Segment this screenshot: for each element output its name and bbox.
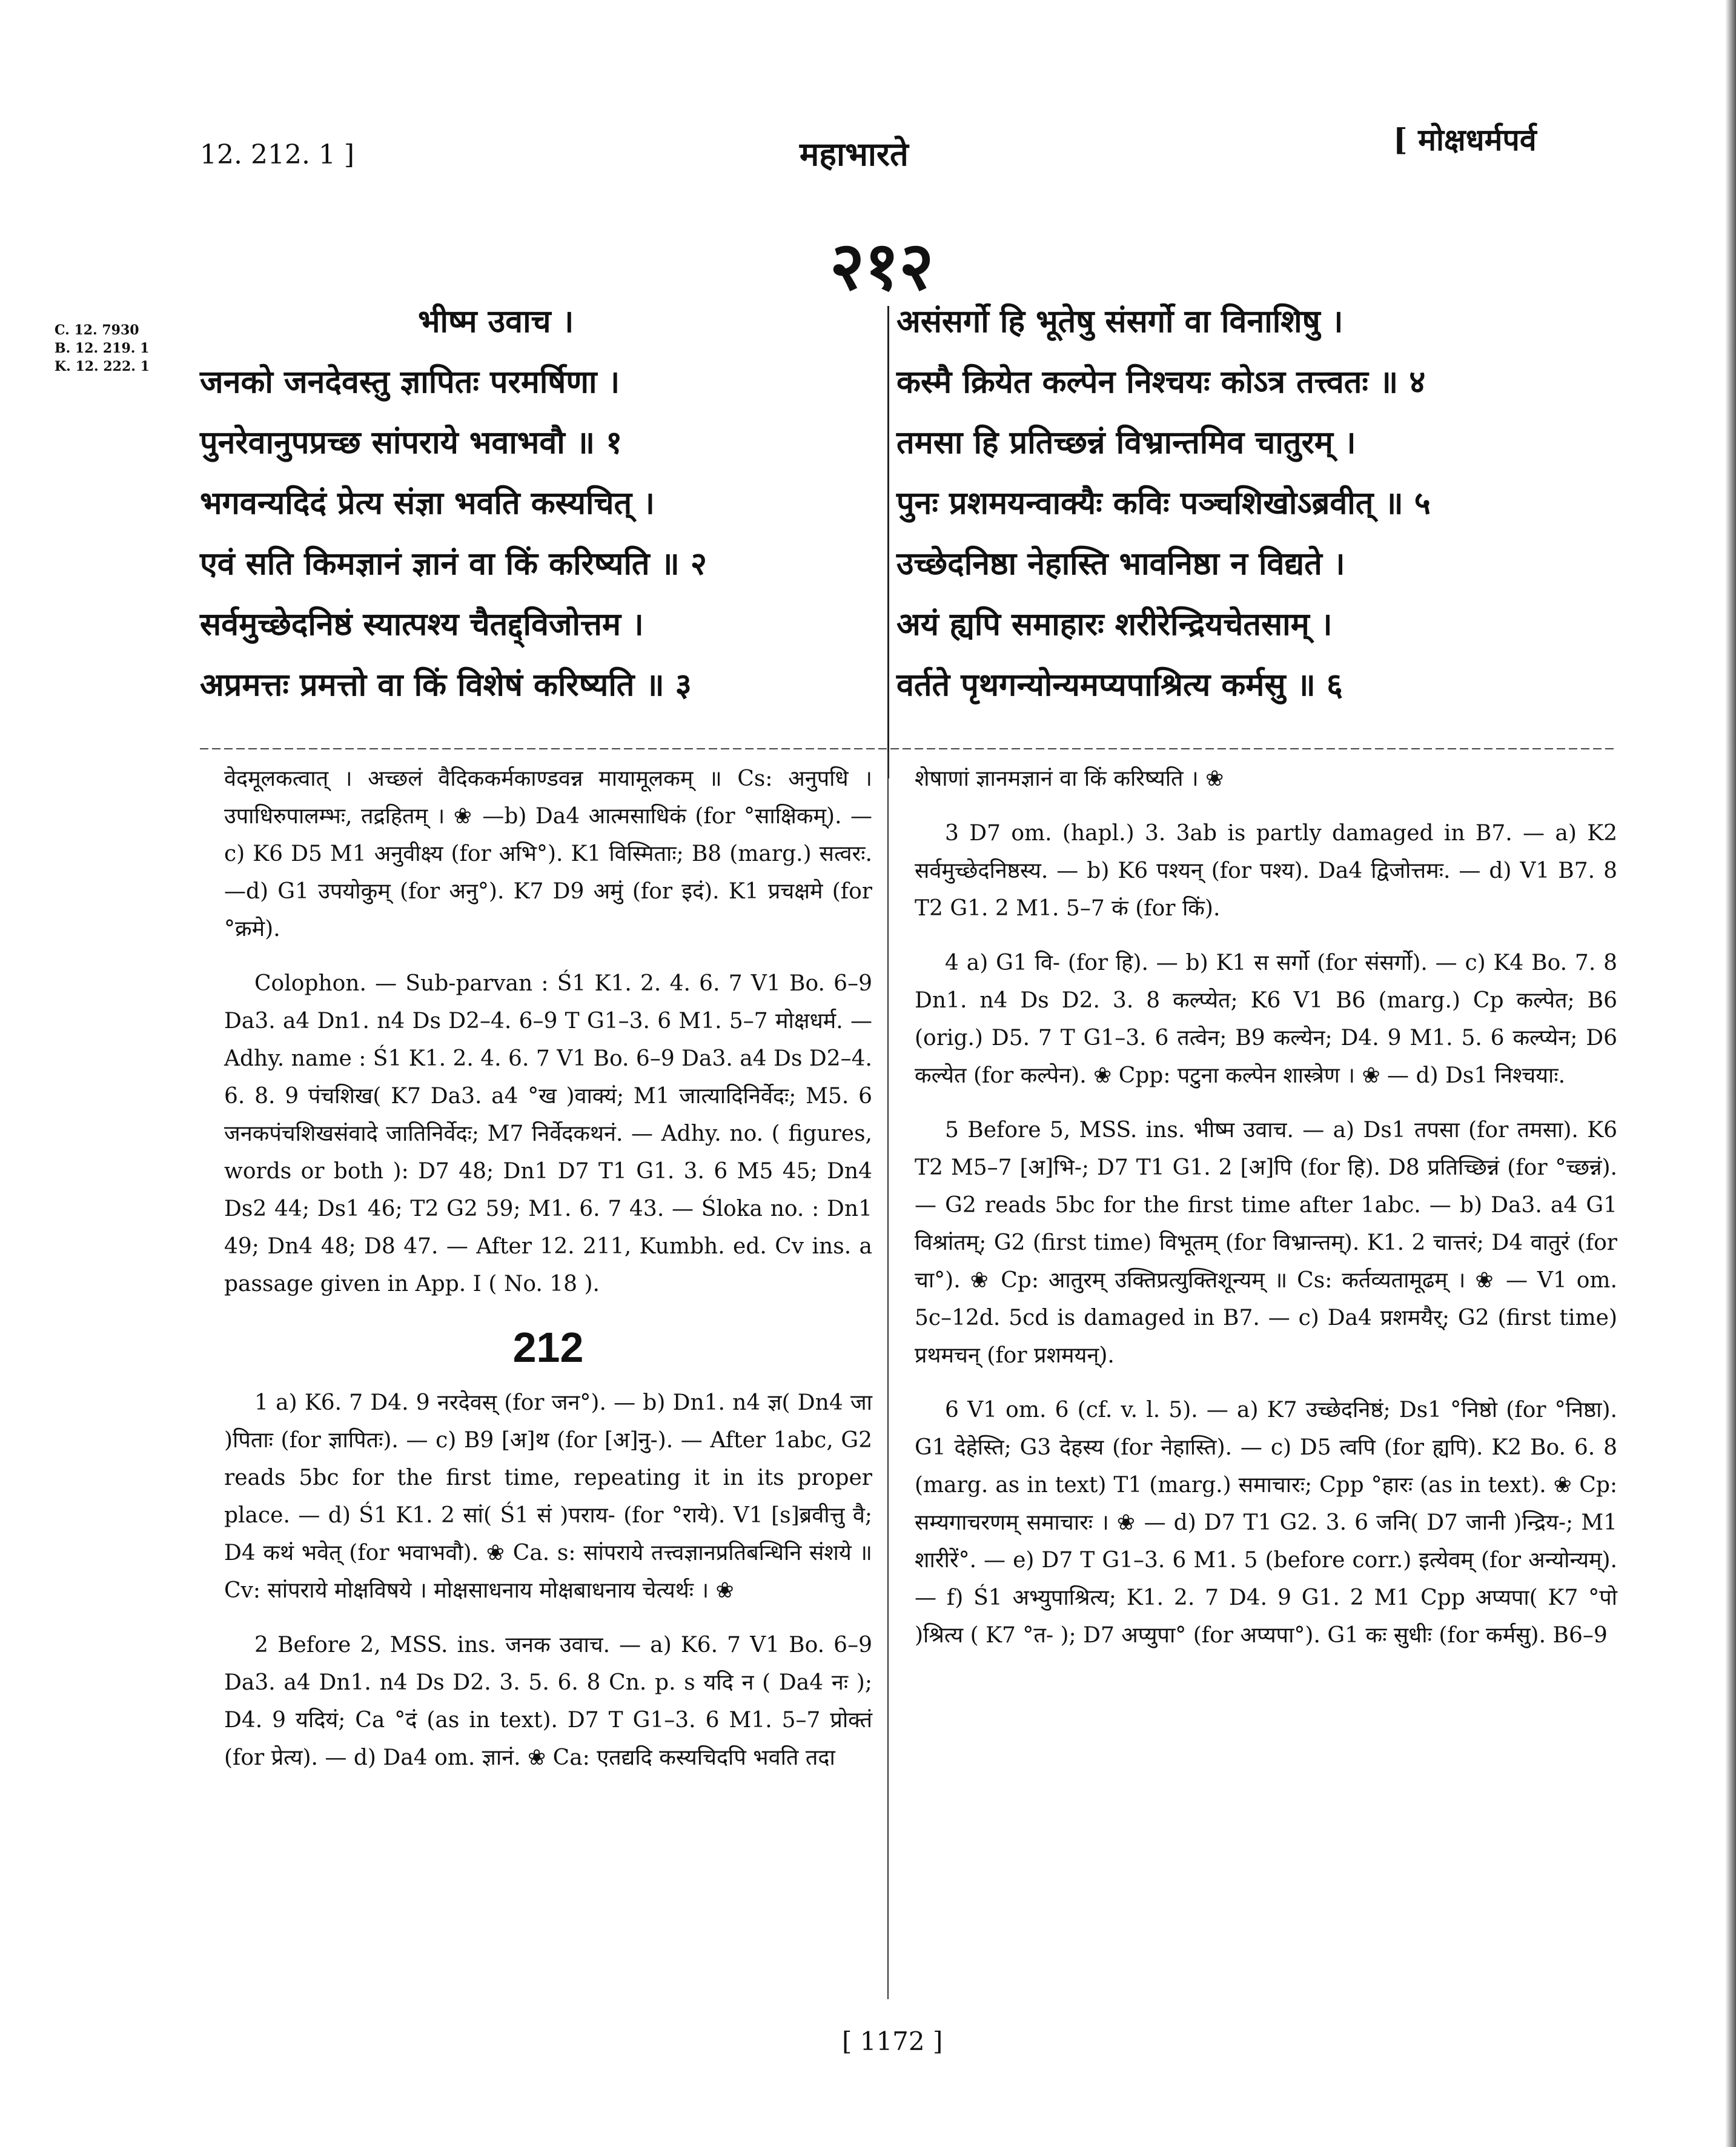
verse-line: पुनरेवानुपप्रच्छ सांपराये भवाभवौ ॥ १	[200, 425, 623, 461]
verse-line: कस्मै क्रियेत कल्पेन निश्चयः कोऽत्र तत्त्वतः ॥ ४	[896, 364, 1426, 400]
note-paragraph: शेषाणां ज्ञानमज्ञानं वा किं करिष्यति । ❀	[915, 766, 1224, 791]
note-paragraph: 6 V1 om. 6 (cf. v. l. 5). — a) K7 उच्छेदनिष्ठं; Ds1 °निष्ठो (for °निष्ठा). G1 देहेस्ति; G3 देहस्य (for नेहास्ति). — c) D5 त्वपि (for ह्यपि). K2 Bo. 6. 8 (marg. as in text) T1 (marg.) समाचारः; Cpp °हारः (as in text). ❀ Cp: सम्यगाचरणम् समाचारः । ❀ — d) D7 T1 G2. 3. 6 जनि( D7 जानी )न्द्रिय-; M1 शारीरें°. — e) D7 T G1–3. 6 M1. 5 (before corr.) इत्येवम् (for अन्योन्यम्). — f) Ś1 अभ्युपाश्रित्य; K1. 2. 7 D4. 9 G1. 2 M1 Cpp अप्यपा( K7 °पो )श्रित्य ( K7 °त- ); D7 अप्युपा° (for अप्यपा°). G1 कः सुधीः (for कर्मसु). B6–9	[915, 1398, 1617, 1648]
verse-line: सर्वमुच्छेदनिष्ठं स्यात्पश्य चैतद्द्विजोत्तम ।	[200, 606, 644, 643]
running-head-title: महाभारते	[800, 134, 909, 173]
verse-line: भगवन्यदिदं प्रेत्य संज्ञा भवति कस्यचित् ।	[200, 485, 655, 522]
verse-speaker: भीष्म उवाच ।	[418, 304, 574, 340]
note-paragraph: वेदमूलकत्वात् । अच्छलं वैदिककर्मकाण्डवन्न मायामूलकम् ॥ Cs: अनुपधि । उपाधिरुपालम्भः, तद्रहितम् । ❀ —b) Da4 आत्मसाधिकं (for °साक्षिकम्). —c) K6 D5 M1 अनुवीक्ष्य (for अभि°). K1 विस्मिताः; B8 (marg.) सत्वरः. —d) G1 उपयोकुम् (for अनु°). K7 D9 अमुं (for इदं). K1 प्रचक्षमे (for °क्रमे).	[224, 766, 872, 941]
note-paragraph: 3 D7 om. (hapl.) 3. 3ab is partly damaged in B7. — a) K2 सर्वमुच्छेदनिष्ठस्य. — b) K6 पश्यन् (for पश्य). Da4 द्विजोत्तमः. — d) V1 B7. 8 T2 G1. 2 M1. 5–7 कं (for किं).	[915, 821, 1617, 921]
concordance-k: K. 12. 222. 1	[55, 359, 150, 374]
concordance-c: C. 12. 7930	[55, 322, 139, 338]
concordance-b: B. 12. 219. 1	[55, 340, 150, 356]
verse-column-divider	[887, 306, 889, 778]
verse-line: अप्रमत्तः प्रमत्तो वा किं विशेषं करिष्यति ॥ ३	[200, 667, 692, 703]
note-paragraph: 5 Before 5, MSS. ins. भीष्म उवाच. — a) Ds1 तपसा (for तमसा). K6 T2 M5–7 [अ]भि-; D7 T1 G1. 2 [अ]पि (for हि). D8 प्रतिच्छिन्नं (for °च्छन्नं). — G2 reads 5bc for the first time after 1abc. — b) Da3. a4 G1 विश्रांतम्; G2 (first time) विभूतम् (for विभ्रान्तम्). K1. 2 चात्तरं; D4 वातुरं (for चा°). ❀ Cp: आतुरम् उक्तिप्रत्युक्तिशून्यम् ॥ Cs: कर्तव्यतामूढम् । ❀ — V1 om. 5c–12d. 5cd is damaged in B7. — c) Da4 प्रशमयैर्; G2 (first time) प्रथमचन् (for प्रशमयन्).	[915, 1118, 1617, 1368]
page-edge-shadow	[1725, 0, 1736, 2147]
apparatus-chapter-number: 212	[512, 1324, 584, 1371]
verse-line: पुनः प्रशमयन्वाक्यैः कविः पञ्चशिखोऽब्रवीत् ॥ ५	[896, 485, 1431, 522]
apparatus-left-column	[224, 760, 872, 1794]
note-paragraph: 1 a) K6. 7 D4. 9 नरदेवस् (for जन°). — b) Dn1. n4 ज्ञ( Dn4 जा )पिताः (for ज्ञापितः). — c) B9 [अ]थ (for [अ]नु-). — After 1abc, G2 reads 5bc for the first time, repeating it in its proper place. — d) Ś1 K1. 2 सां( Ś1 सं )पराय- (for °राये). V1 [s]ब्रवीत्तु वै; D4 कथं भवेत् (for भवाभवौ). ❀ Ca. s: सांपराये तत्त्वज्ञानप्रतिबन्धिनि संशये ॥ Cv: सांपराये मोक्षविषये । मोक्षसाधनाय मोक्षबाधनाय चेत्यर्थः । ❀	[224, 1390, 872, 1603]
verse-line: जनको जनदेवस्तु ज्ञापितः परमर्षिणा ।	[200, 364, 620, 400]
apparatus-separator-rule	[200, 748, 1617, 749]
running-head-parvan: [ मोक्षधर्मपर्व	[1393, 122, 1537, 158]
chapter-number: २१२	[830, 227, 934, 305]
verse-line: उच्छेदनिष्ठा नेहास्ति भावनिष्ठा न विद्यते ।	[896, 546, 1345, 582]
page-number: [ 1172 ]	[842, 2026, 943, 2056]
verse-line: असंसर्गो हि भूतेषु संसर्गो वा विनाशिषु ।	[896, 304, 1343, 340]
verse-line: अयं ह्यपि समाहारः शरीरेन्द्रियचेतसाम् ।	[896, 606, 1333, 643]
note-paragraph: 4 a) G1 वि- (for हि). — b) K1 स सर्गो (for संसर्गो). — c) K4 Bo. 7. 8 Dn1. n4 Ds D2. 3. 8 कल्प्येत; K6 V1 B6 (marg.) Cp कल्पेत; B6 (orig.) D5. 7 T G1–3. 6 तत्वेन; B9 कल्येन; D4. 9 M1. 5. 6 कल्प्येन; D6 कल्येत (for कल्पेन). ❀ Cpp: पटुना कल्पेन शास्त्रेण । ❀ — d) Ds1 निश्चयाः.	[915, 951, 1617, 1088]
verse-line: वर्तते पृथगन्योन्यमप्यपाश्रित्य कर्मसु ॥ ६	[896, 667, 1343, 703]
verses-right-column	[896, 303, 1611, 727]
apparatus-right-column	[915, 760, 1617, 1671]
verse-line: एवं सति किमज्ञानं ज्ञानं वा किं करिष्यति ॥ २	[200, 546, 707, 582]
running-head-reference: 12. 212. 1 ]	[200, 139, 355, 170]
verses-left-column	[200, 303, 884, 727]
verse-line: तमसा हि प्रतिच्छन्नं विभ्रान्तमिव चातुरम् ।	[896, 425, 1356, 461]
concordance-margin	[55, 321, 150, 376]
colophon-paragraph: Colophon. — Sub-parvan : Ś1 K1. 2. 4. 6. 7 V1 Bo. 6–9 Da3. a4 Dn1. n4 Ds D2–4. 6–9 T G1–3. 6 M1. 5–7 मोक्षधर्म. — Adhy. name : Ś1 K1. 2. 4. 6. 7 V1 Bo. 6–9 Da3. a4 Ds D2–4. 6. 8. 9 पंचशिख( K7 Da3. a4 °ख )वाक्यं; M1 जात्यादिनिर्वेदः; M5. 6 जनकपंचशिखसंवादे जातिनिर्वेदः; M7 निर्वेदकथनं. — Adhy. no. ( figures, words or both ): D7 48; Dn1 D7 T1 G1. 3. 6 M5 45; Dn4 Ds2 44; Ds1 46; T2 G2 59; M1. 6. 7 43. — Śloka no. : Dn1 49; Dn4 48; D8 47. — After 12. 211, Kumbh. ed. Cv ins. a passage given in App. I ( No. 18 ).	[224, 971, 872, 1296]
note-paragraph: 2 Before 2, MSS. ins. जनक उवाच. — a) K6. 7 V1 Bo. 6–9 Da3. a4 Dn1. n4 Ds D2. 3. 5. 6. 8 Cn. p. s यदि न ( Da4 नः ); D4. 9 यदियं; Ca °दं (as in text). D7 T G1–3. 6 M1. 5–7 प्रोक्तं (for प्रेत्य). — d) Da4 om. ज्ञानं. ❀ Ca: एतद्यदि कस्यचिदपि भवति तदा	[224, 1633, 872, 1770]
apparatus-column-divider	[887, 751, 889, 1999]
